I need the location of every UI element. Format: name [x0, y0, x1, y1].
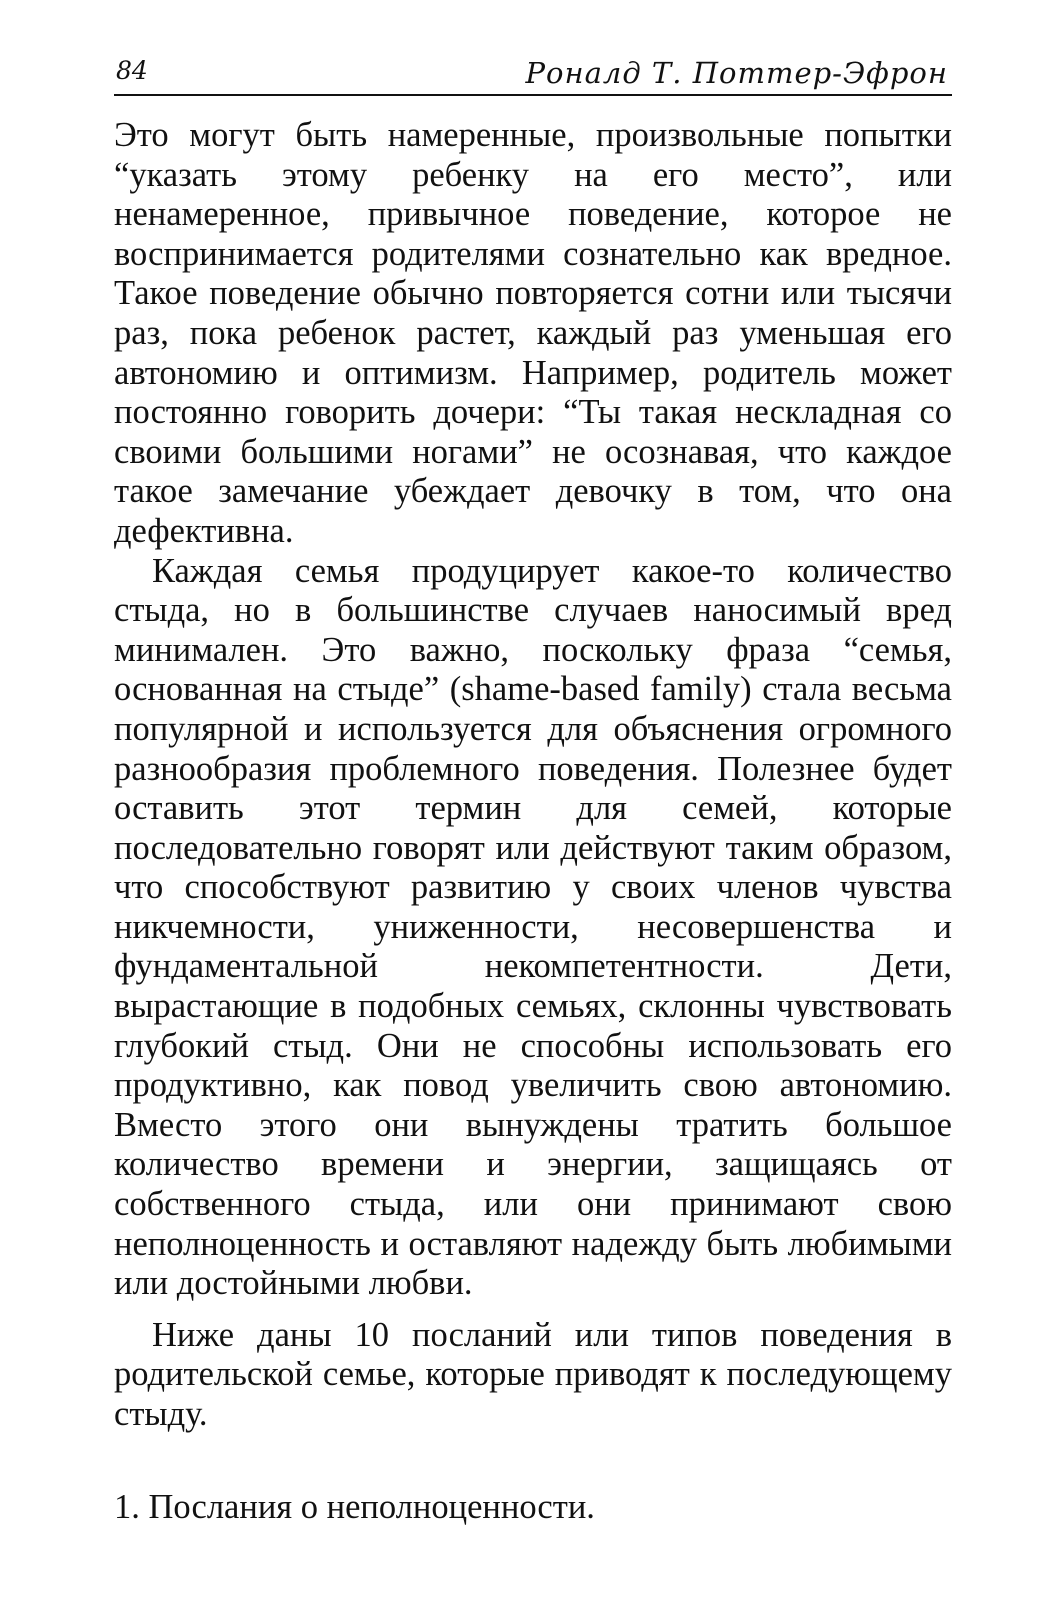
- page-number: 84: [116, 56, 148, 85]
- running-header: [114, 54, 952, 96]
- paragraph-3: Ниже даны 10 посланий или типов поведения в родительской семье, которые приводят к последующему стыду.: [114, 1315, 952, 1433]
- paragraph-2: Каждая семья продуцирует какое-то количество стыда, но в большинстве случаев наносимый вред минимален. Это важно, поскольку фраза “семья, основанная на стыде” (shame-based family) стала весьма популярной и используется для объяснения огромного разнообразия проблемного поведения. Полезнее будет оставить этот термин для семей, которые последовательно говорят или действуют таким образом, что способствуют развитию у своих членов чувства никчемности, униженности, несовершенства и фундаментальной некомпетентности. Дети, вырастающие в подобных семьях, склонны чувствовать глубокий стыд. Они не способны использовать его продуктивно, как повод увеличить свою автономию. Вместо этого они вынуждены тратить большое количество времени и энергии, защищаясь от собственного стыда, или они принимают свою неполноценность и оставляют надежду быть любимыми или достойными любви.: [114, 551, 952, 1303]
- running-author: Роналд Т. Поттер-Эфрон: [525, 56, 948, 90]
- paragraph-1: Это могут быть намеренные, произвольные попытки “указать этому ребенку на его место”, или ненамеренное, привычное поведение, которое не воспринимается родителями сознательно как вредное. Такое поведение обычно повторяется сотни или тысячи раз, пока ребенок растет, каждый раз уменьшая его автономию и оптимизм. Например, родитель может постоянно говорить дочери: “Ты такая нескладная со своими большими ногами” не осознавая, что каждое такое замечание убеждает девочку в том, что она дефективна.: [114, 116, 952, 550]
- list-item-number: 1.: [114, 1488, 140, 1526]
- list-item: [114, 1487, 952, 1527]
- list-item-text: Послания о неполноценности.: [148, 1488, 595, 1526]
- body-text: [114, 116, 952, 1435]
